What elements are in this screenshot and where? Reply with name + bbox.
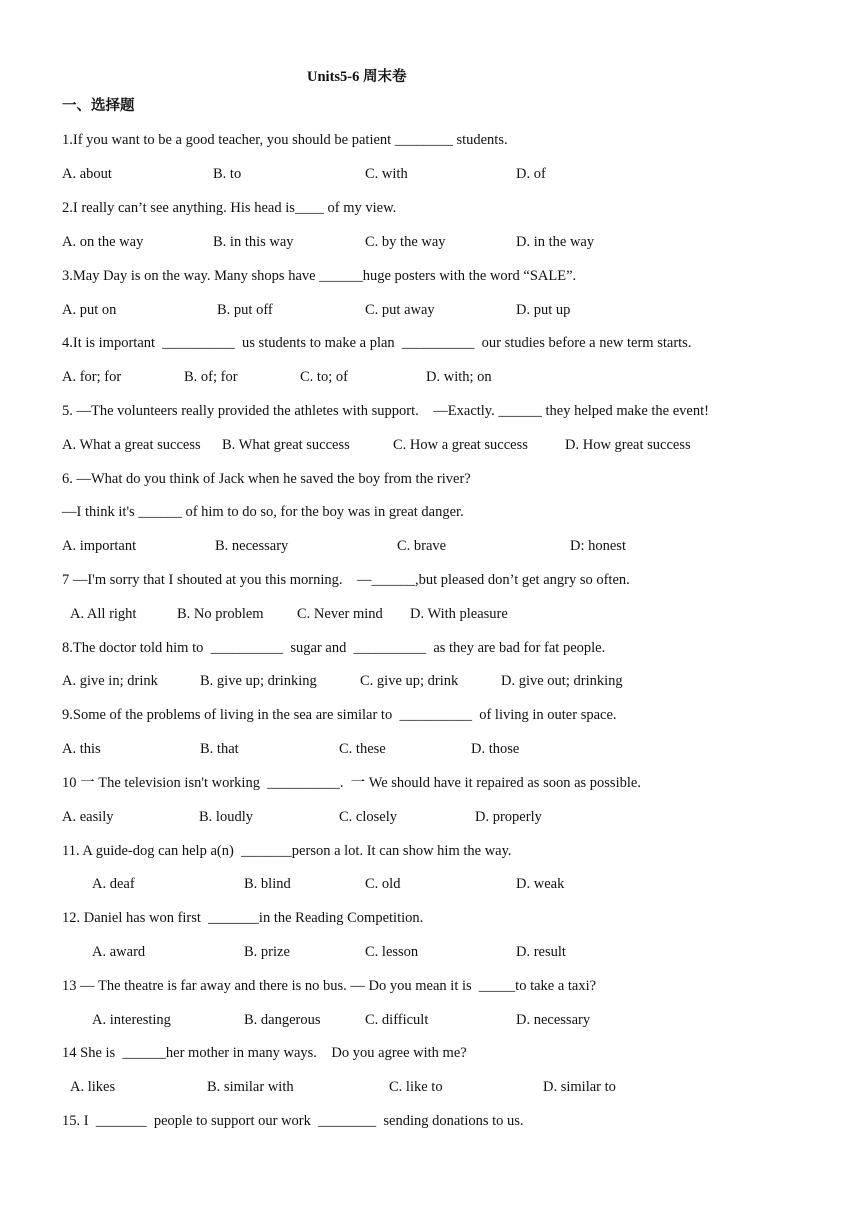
q8-option-d: D. give out; drinking xyxy=(501,673,623,689)
q5-option-b: B. What great success xyxy=(222,437,350,453)
q5-option-d: D. How great success xyxy=(565,437,691,453)
q8-option-b: B. give up; drinking xyxy=(200,673,317,689)
q6-option-c: C. brave xyxy=(397,538,447,554)
q2-option-b: B. in this way xyxy=(213,234,294,250)
question-2: 2.I really can’t see anything. His head is____ of my view. xyxy=(62,200,397,216)
question-12: 12. Daniel has won first _______in the Reading Competition. xyxy=(62,910,424,926)
q1-option-a: A. about xyxy=(62,166,112,182)
q14-option-c: C. like to xyxy=(389,1079,443,1095)
q9-option-b: B. that xyxy=(200,741,239,757)
section-heading: 一、选择题 xyxy=(62,98,135,114)
q10-option-b: B. loudly xyxy=(199,809,253,825)
q9-option-a: A. this xyxy=(62,741,101,757)
q6-option-d: D: honest xyxy=(570,538,626,554)
q10-option-c: C. closely xyxy=(339,809,397,825)
q5-option-a: A. What a great success xyxy=(62,437,201,453)
q14-option-a: A. likes xyxy=(70,1079,116,1095)
question-1: 1.If you want to be a good teacher, you should be patient ________ students. xyxy=(62,132,508,148)
q9-option-c: C. these xyxy=(339,741,386,757)
question-15: 15. I _______ people to support our work ________ sending donations to us. xyxy=(62,1113,524,1129)
q13-option-b: B. dangerous xyxy=(244,1012,321,1028)
question-8: 8.The doctor told him to __________ sugar and __________ as they are bad for fat people. xyxy=(62,640,606,656)
question-6: 6. —What do you think of Jack when he saved the boy from the river? xyxy=(62,471,471,487)
q12-option-a: A. award xyxy=(92,944,146,960)
question-14: 14 She is ______her mother in many ways. Do you agree with me? xyxy=(62,1045,467,1061)
q6-option-a: A. important xyxy=(62,538,137,554)
q4-option-d: D. with; on xyxy=(426,369,492,385)
q8-option-a: A. give in; drink xyxy=(62,673,158,689)
q2-option-d: D. in the way xyxy=(516,234,595,250)
q9-option-d: D. those xyxy=(471,741,520,757)
q13-option-c: C. difficult xyxy=(365,1012,429,1028)
q1-option-c: C. with xyxy=(365,166,408,182)
q3-option-d: D. put up xyxy=(516,302,571,318)
q10-option-d: D. properly xyxy=(475,809,542,825)
q10-option-a: A. easily xyxy=(62,809,114,825)
q3-option-a: A. put on xyxy=(62,302,117,318)
page-title: Units5-6 周末卷 xyxy=(307,69,407,85)
q12-option-d: D. result xyxy=(516,944,566,960)
q14-option-b: B. similar with xyxy=(207,1079,294,1095)
question-11: 11. A guide-dog can help a(n) _______person a lot. It can show him the way. xyxy=(62,843,512,859)
q11-option-b: B. blind xyxy=(244,876,291,892)
q11-option-a: A. deaf xyxy=(92,876,135,892)
q7-option-a: A. All right xyxy=(70,606,137,622)
question-7: 7 —I'm sorry that I shouted at you this morning. —______,but pleased don’t get angry so often. xyxy=(62,572,630,588)
question-6-line-2: —I think it's ______ of him to do so, for the boy was in great danger. xyxy=(62,504,464,520)
q4-option-a: A. for; for xyxy=(62,369,122,385)
q5-option-c: C. How a great success xyxy=(393,437,528,453)
question-4: 4.It is important __________ us students to make a plan __________ our studies before a new term starts. xyxy=(62,335,692,351)
q3-option-c: C. put away xyxy=(365,302,435,318)
q13-option-d: D. necessary xyxy=(516,1012,591,1028)
q1-option-b: B. to xyxy=(213,166,242,182)
q6-option-b: B. necessary xyxy=(215,538,289,554)
q1-option-d: D. of xyxy=(516,166,546,182)
q12-option-c: C. lesson xyxy=(365,944,419,960)
q14-option-d: D. similar to xyxy=(543,1079,616,1095)
q3-option-b: B. put off xyxy=(217,302,273,318)
q7-option-b: B. No problem xyxy=(177,606,264,622)
q2-option-a: A. on the way xyxy=(62,234,144,250)
question-9: 9.Some of the problems of living in the sea are similar to __________ of living in outer space. xyxy=(62,707,617,723)
question-3: 3.May Day is on the way. Many shops have ______huge posters with the word “SALE”. xyxy=(62,268,577,284)
q11-option-c: C. old xyxy=(365,876,401,892)
q7-option-c: C. Never mind xyxy=(297,606,383,622)
question-5: 5. —The volunteers really provided the athletes with support. —Exactly. ______ they helped make the event! xyxy=(62,403,709,419)
q4-option-b: B. of; for xyxy=(184,369,238,385)
q13-option-a: A. interesting xyxy=(92,1012,171,1028)
q11-option-d: D. weak xyxy=(516,876,565,892)
question-13: 13 — The theatre is far away and there is no bus. — Do you mean it is _____to take a taxi? xyxy=(62,978,597,994)
q2-option-c: C. by the way xyxy=(365,234,446,250)
question-10: 10 一 The television isn't working __________. 一 We should have it repaired as soon as possible. xyxy=(62,775,641,791)
q8-option-c: C. give up; drink xyxy=(360,673,459,689)
q7-option-d: D. With pleasure xyxy=(410,606,508,622)
q12-option-b: B. prize xyxy=(244,944,290,960)
q4-option-c: C. to; of xyxy=(300,369,348,385)
